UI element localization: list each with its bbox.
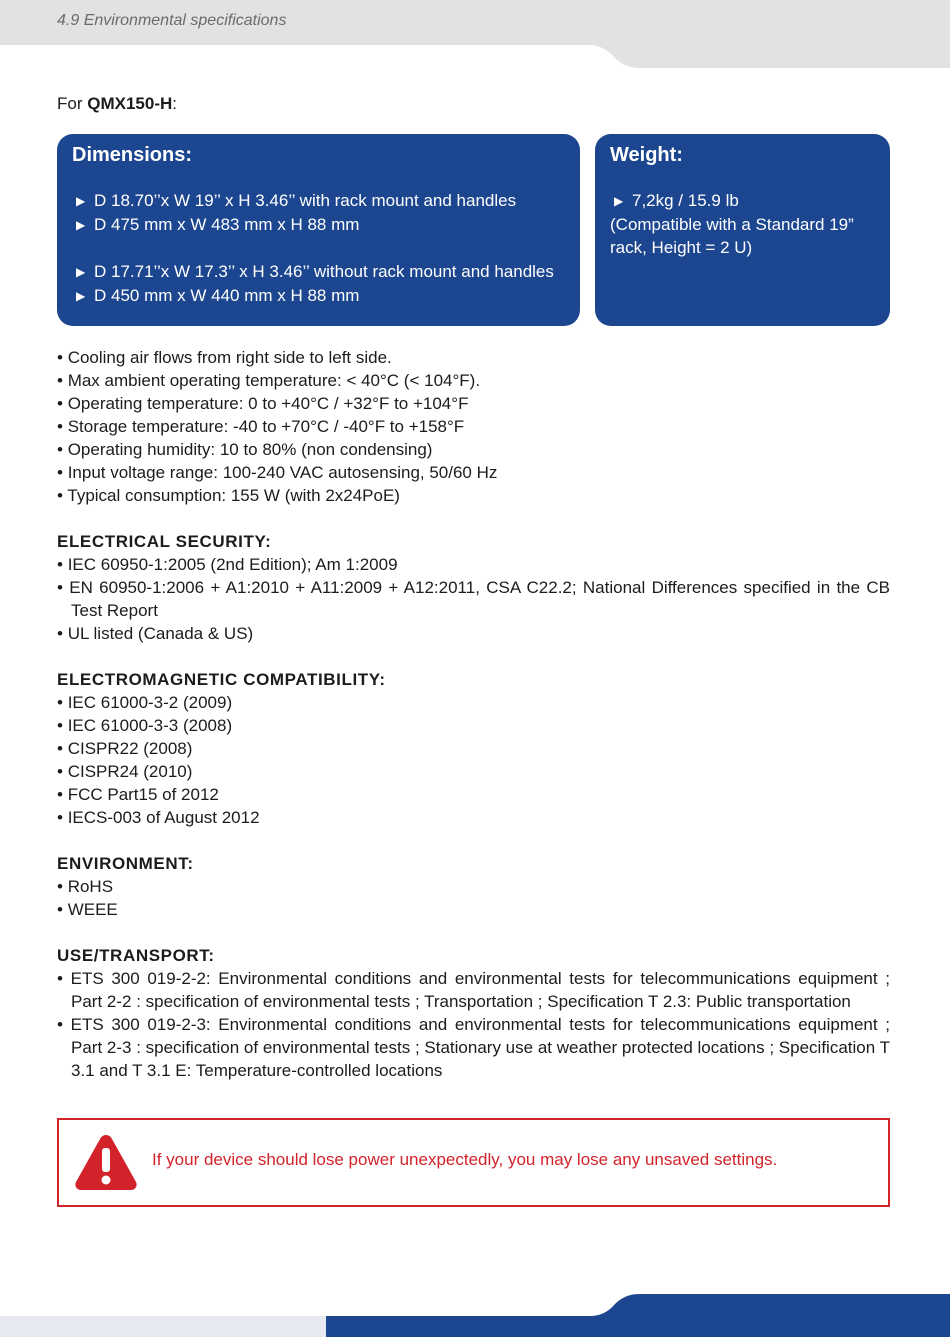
weight-value: ▶ 7,2kg / 15.9 lb [610, 189, 880, 213]
intro-prefix: For [57, 94, 88, 113]
list-item: • IEC 60950-1:2005 (2nd Edition); Am 1:2009 [57, 555, 398, 574]
list-item: • RoHS [57, 877, 114, 896]
dimension-line: ▶ D 18.70’’x W 19’’ x H 3.46’’ with rack mount and handles [72, 189, 572, 213]
weight-title: Weight: [610, 144, 683, 166]
triangle-bullet-icon: ▶ [614, 194, 624, 208]
list-item: • EN 60950-1:2006 + A1:2010 + A11:2009 + A12:2011, CSA C22.2; National Differences specified in the CB Test Report [57, 578, 890, 620]
list-item: • WEEE [57, 900, 118, 919]
list-item: • CISPR24 (2010) [57, 762, 193, 781]
list-item: • Storage temperature: -40 to +70°C / -40°F to +158°F [57, 417, 465, 436]
weight-box [595, 134, 890, 326]
dimension-line: ▶ D 475 mm x W 483 mm x H 88 mm [72, 213, 572, 237]
spec-content [57, 346, 890, 1082]
list-item: • Max ambient operating temperature: < 40°C (< 104°F). [57, 371, 481, 390]
warning-text: If your device should lose power unexpectedly, you may lose any unsaved settings. [152, 1150, 778, 1169]
weight-note: (Compatible with a Standard 19” rack, Height = 2 U) [610, 215, 854, 257]
triangle-bullet-icon: ▶ [76, 265, 86, 279]
emc-heading: ELECTROMAGNETIC COMPATIBILITY: [57, 670, 386, 689]
list-item: • UL listed (Canada & US) [57, 624, 254, 643]
triangle-bullet-icon: ▶ [76, 218, 86, 232]
triangle-bullet-icon: ▶ [76, 289, 86, 303]
list-item: • FCC Part15 of 2012 [57, 785, 219, 804]
model-intro [57, 94, 177, 114]
list-item: • CISPR22 (2008) [57, 739, 193, 758]
list-item: • IECS-003 of August 2012 [57, 808, 260, 827]
electrical-security-heading: ELECTRICAL SECURITY: [57, 532, 272, 551]
list-item: • Operating temperature: 0 to +40°C / +32°F to +104°F [57, 394, 469, 413]
dimensions-box [57, 134, 580, 326]
list-item: • Cooling air flows from right side to left side. [57, 348, 392, 367]
header-band [0, 0, 950, 68]
transport-heading: USE/TRANSPORT: [57, 946, 215, 965]
environment-heading: ENVIRONMENT: [57, 854, 194, 873]
list-item: • Input voltage range: 100-240 VAC autosensing, 50/60 Hz [57, 463, 498, 482]
list-item: • Typical consumption: 155 W (with 2x24PoE) [57, 486, 400, 505]
list-item: • IEC 61000-3-3 (2008) [57, 716, 233, 735]
warning-box [57, 1118, 890, 1207]
model-name: QMX150-H [87, 94, 173, 113]
list-item: • ETS 300 019-2-3: Environmental conditions and environmental tests for telecommunications equipment ; Part 2-3 : specification of environmental tests ; Stationary use at weather protected locations ; Specification T 3.1 and T 3.1 E: Temperature-controlled locations [57, 1015, 890, 1080]
footer-band [0, 1290, 950, 1337]
list-item: • ETS 300 019-2-2: Environmental conditions and environmental tests for telecommunications equipment ; Part 2-2 : specification of environmental tests ; Transportation ; Specification T 2.3: Public transportation [57, 969, 890, 1011]
list-item: • Operating humidity: 10 to 80% (non condensing) [57, 440, 433, 459]
triangle-bullet-icon: ▶ [76, 194, 86, 208]
section-title: 4.9 Environmental specifications [57, 12, 287, 29]
dimensions-title: Dimensions: [72, 144, 193, 166]
list-item: • IEC 61000-3-2 (2009) [57, 693, 233, 712]
dimension-line: ▶ D 17.71’’x W 17.3’’ x H 3.46’’ without rack mount and handles [72, 260, 572, 284]
intro-suffix: : [172, 94, 177, 113]
dimension-line: ▶ D 450 mm x W 440 mm x H 88 mm [72, 284, 572, 308]
warning-icon [73, 1132, 139, 1192]
